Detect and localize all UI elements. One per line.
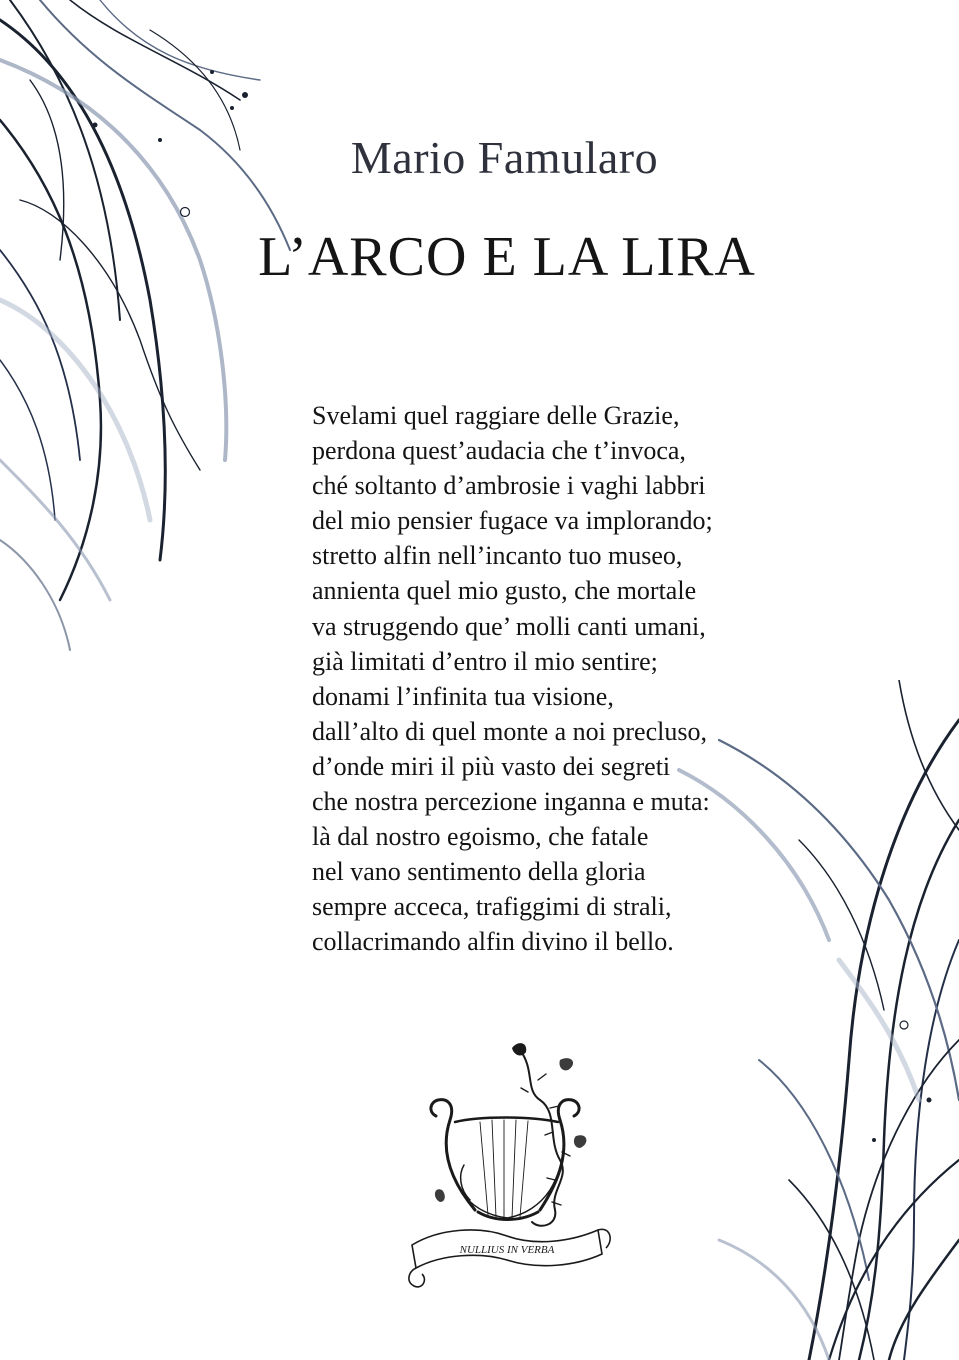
poem-line: nel vano sentimento della gloria xyxy=(312,857,646,887)
poem-line: d’onde miri il più vasto dei segreti xyxy=(312,751,671,781)
poem-line: dall’alto di quel monte a noi precluso, xyxy=(312,716,707,746)
poem-line: perdona quest’audacia che t’invoca, xyxy=(312,436,686,466)
poem-line: collacrimando alfin divino il bello. xyxy=(312,927,674,957)
poem-line: donami l’infinita tua visione, xyxy=(312,681,614,711)
book-title: L’ARCO E LA LIRA xyxy=(258,226,756,288)
poem-line: sempre acceca, trafiggimi di strali, xyxy=(312,892,672,922)
lyre-with-thorny-vine-icon xyxy=(400,1040,615,1300)
poem-line: del mio pensier fugace va implorando; xyxy=(312,506,713,536)
poem-line: là dal nostro egoismo, che fatale xyxy=(312,822,649,852)
emblem-motto: NULLIUS IN VERBA xyxy=(459,1244,555,1256)
poem-line: stretto alfin nell’incanto tuo museo, xyxy=(312,541,683,571)
poem-line: Svelami quel raggiare delle Grazie, xyxy=(312,401,680,430)
poem-line: va struggendo que’ molli canti umani, xyxy=(312,611,706,641)
decorative-grass-top-left xyxy=(0,0,300,660)
poem-line: che nostra percezione inganna e muta: xyxy=(312,787,710,817)
poem xyxy=(312,398,713,960)
poem-line: annienta quel mio gusto, che mortale xyxy=(312,576,697,606)
poem-line: ché soltanto d’ambrosie i vaghi labbri xyxy=(312,471,706,501)
author-name: Mario Famularo xyxy=(350,132,659,183)
poem-line: già limitati d’entro il mio sentire; xyxy=(312,646,658,676)
